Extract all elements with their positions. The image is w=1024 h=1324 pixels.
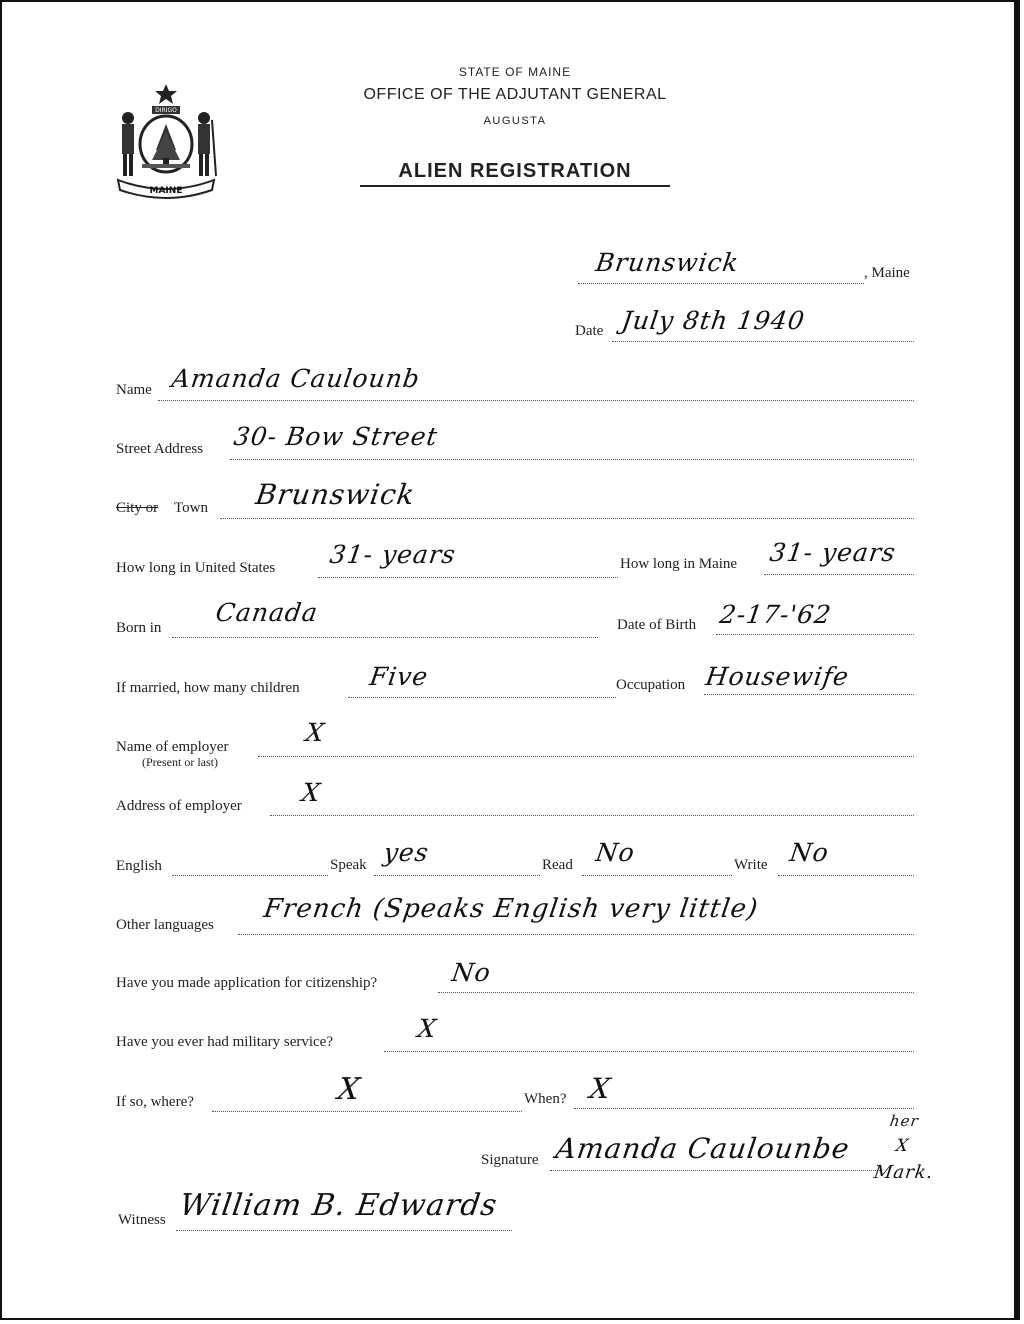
occupation-value: Housewife (703, 662, 852, 691)
maine-duration-value: 31- years (767, 538, 898, 567)
witness-label: Witness (118, 1212, 166, 1228)
employer-address-value: X (299, 778, 323, 807)
office-heading: OFFICE OF THE ADJUTANT GENERAL (363, 86, 667, 103)
place-suffix: , Maine (864, 265, 910, 281)
street-label: Street Address (116, 441, 204, 457)
born-in-line (172, 637, 598, 638)
maine-duration-line (764, 574, 914, 575)
english-label: English (116, 858, 162, 874)
maine-duration-label: How long in Maine (620, 556, 738, 572)
signature-line (550, 1170, 880, 1171)
children-line (348, 697, 616, 698)
birth-date-label: Date of Birth (617, 617, 697, 633)
citizenship-value: No (449, 958, 493, 987)
date-label: Date (575, 323, 604, 339)
write-label: Write (734, 857, 768, 873)
signature-x-mark: X (894, 1136, 911, 1156)
citizenship-label: Have you made application for citizenship? (116, 975, 378, 991)
form-title: ALIEN REGISTRATION (360, 160, 670, 187)
when-value: X (587, 1072, 614, 1105)
place-line (578, 283, 864, 284)
military-label: Have you ever had military service? (116, 1034, 333, 1050)
employer-address-line (270, 815, 914, 816)
employer-name-label: Name of employer (116, 739, 229, 755)
signature-her: her (888, 1112, 920, 1130)
read-label: Read (542, 857, 573, 873)
date-value: July 8th 1940 (619, 306, 807, 335)
born-in-value: Canada (213, 598, 320, 627)
town-label: Town (174, 500, 208, 516)
signature-label: Signature (481, 1152, 539, 1168)
where-value: X (335, 1072, 363, 1107)
military-value: X (415, 1014, 439, 1043)
place-value: Brunswick (593, 248, 741, 277)
city-heading: AUGUSTA (483, 115, 547, 127)
write-value: No (787, 838, 831, 867)
us-duration-value: 31- years (327, 540, 458, 569)
other-languages-line (238, 934, 914, 935)
employer-name-line (258, 756, 914, 757)
us-duration-label: How long in United States (116, 560, 276, 576)
english-line (172, 875, 328, 876)
speak-label: Speak (330, 857, 367, 873)
where-label: If so, where? (116, 1094, 194, 1110)
employer-name-note: (Present or last) (142, 755, 218, 769)
military-line (384, 1051, 914, 1052)
svg-text:MAINE: MAINE (149, 186, 183, 196)
children-value: Five (367, 662, 431, 691)
birth-date-line (716, 634, 914, 635)
date-line (612, 341, 914, 342)
born-in-label: Born in (116, 620, 162, 636)
occupation-line (704, 694, 914, 695)
signature-value: Amanda Caulounbe (553, 1132, 852, 1165)
us-duration-line (318, 577, 618, 578)
street-value: 30- Bow Street (231, 422, 440, 451)
name-value: Amanda Caulounb (169, 364, 423, 393)
speak-value: yes (381, 838, 431, 867)
speak-line (374, 875, 540, 876)
svg-text:DIRIGO: DIRIGO (155, 107, 177, 114)
employer-name-value: X (303, 718, 327, 747)
street-line (230, 459, 914, 460)
children-label: If married, how many children (116, 680, 300, 696)
where-line (212, 1111, 522, 1112)
state-heading: STATE OF MAINE (458, 65, 572, 79)
write-line (778, 875, 914, 876)
name-label: Name (116, 382, 152, 398)
signature-mark: Mark. (872, 1162, 935, 1183)
town-value: Brunswick (253, 478, 418, 511)
other-languages-label: Other languages (116, 917, 214, 933)
when-label: When? (524, 1091, 567, 1107)
witness-value: William B. Edwards (177, 1188, 500, 1223)
when-line (574, 1108, 914, 1109)
maine-state-seal (112, 80, 220, 205)
name-line (158, 400, 914, 401)
read-value: No (593, 838, 637, 867)
birth-date-value: 2-17-'62 (717, 600, 834, 629)
read-line (582, 875, 732, 876)
witness-line (176, 1230, 512, 1231)
other-languages-value: French (Speaks English very little) (261, 894, 761, 924)
citizenship-line (438, 992, 914, 993)
occupation-label: Occupation (616, 677, 686, 693)
city-struck-label: City or (116, 500, 159, 516)
town-line (220, 518, 914, 519)
employer-address-label: Address of employer (116, 798, 242, 814)
